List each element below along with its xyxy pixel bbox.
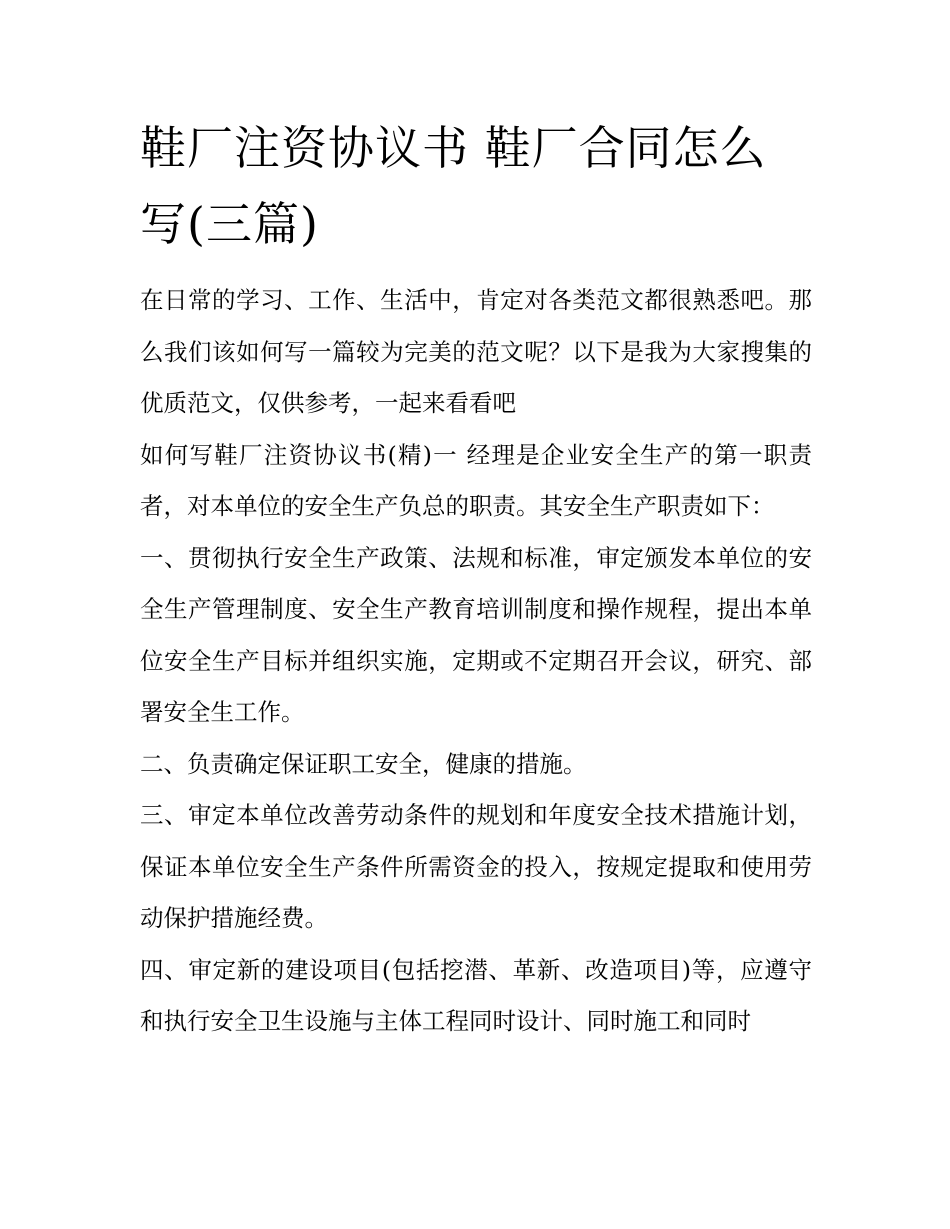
section-heading-paragraph: 如何写鞋厂注资协议书(精)一 经理是企业安全生产的第一职责者，对本单位的安全生产负总的职责。其安全生产职责如下：	[140, 440, 812, 520]
duty-item-4: 四、审定新的建设项目(包括挖潜、革新、改造项目)等，应遵守和执行安全卫生设施与主体工程同时设计、同时施工和同时	[140, 955, 812, 1035]
duty-item-2: 二、负责确定保证职工安全，健康的措施。	[140, 749, 587, 778]
document-content	[140, 110, 812, 1048]
duty-item-3: 三、审定本单位改善劳动条件的规划和年度安全技术措施计划，保证本单位安全生产条件所需资金的投入，按规定提取和使用劳动保护措施经费。	[140, 801, 812, 932]
document-title: 鞋厂注资协议书 鞋厂合同怎么写(三篇)	[140, 121, 767, 251]
document-body	[140, 275, 812, 1048]
duty-item-1: 一、贯彻执行安全生产政策、法规和标准，审定颁发本单位的安全生产管理制度、安全生产教育培训制度和操作规程，提出本单位安全生产目标并组织实施，定期或不定期召开会议，研究、部署安全生工作。	[140, 543, 812, 726]
intro-paragraph: 在日常的学习、工作、生活中，肯定对各类范文都很熟悉吧。那么我们该如何写一篇较为完美的范文呢？以下是我为大家搜集的优质范文，仅供参考，一起来看看吧	[140, 286, 812, 417]
